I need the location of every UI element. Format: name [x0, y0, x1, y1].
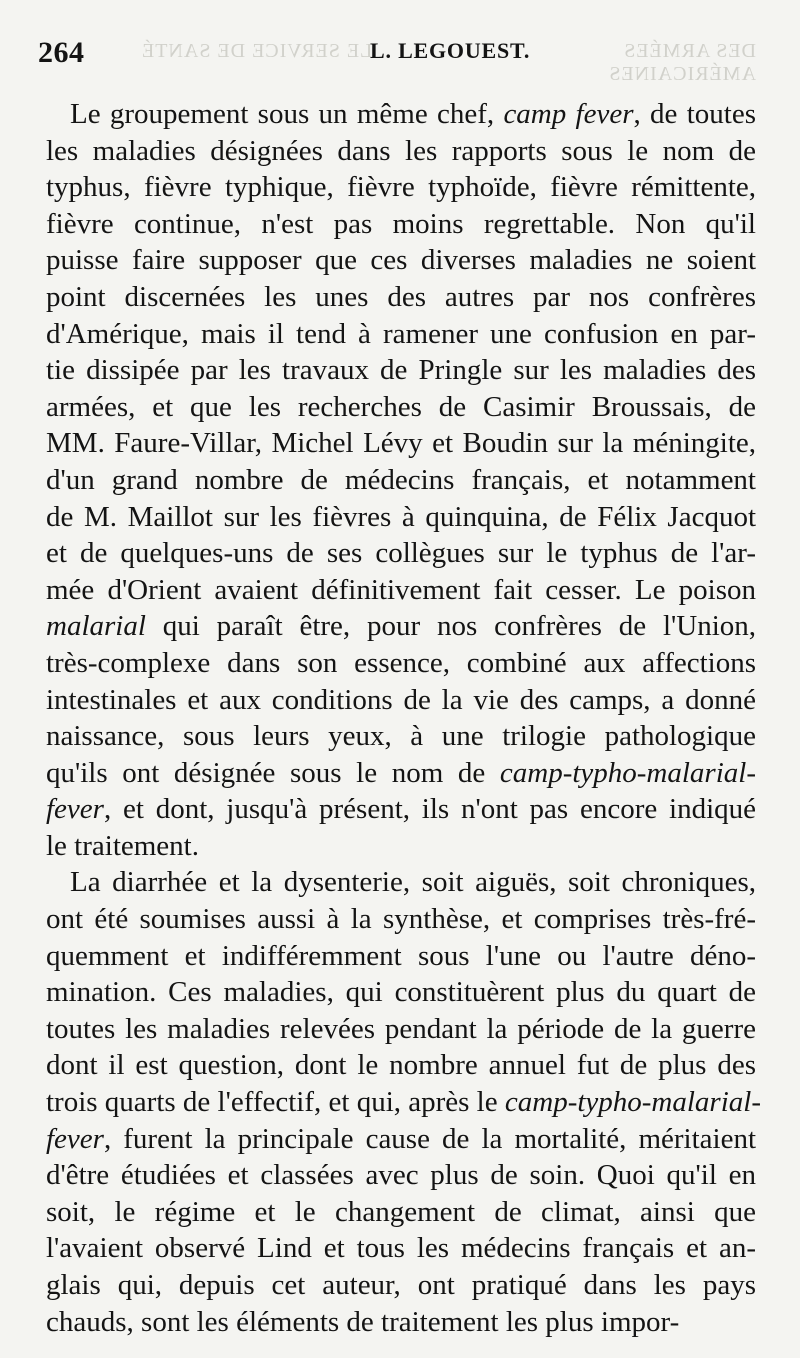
italic-term: fever [46, 1122, 104, 1155]
italic-term: malarial [46, 610, 146, 643]
text-line: chauds, sont les éléments de traitement les plus impor- [46, 1305, 680, 1338]
text-line: soit, le régime et le changement de climat, ainsi que [46, 1195, 756, 1228]
text-line: le traitement. [46, 829, 199, 862]
body-text [46, 96, 761, 1340]
paragraph [46, 96, 756, 864]
text-line: très-complexe dans son essence, combiné aux affections [46, 646, 756, 679]
page-number: 264 [38, 36, 85, 69]
text-line: Le groupement sous un même chef, camp fever, de toutes [70, 98, 756, 130]
text-line: glais qui, depuis cet auteur, ont pratiqué dans les pays [46, 1269, 756, 1301]
text-line: fièvre continue, n'est pas moins regrettable. Non qu'il [46, 207, 756, 240]
text-line: d'être étudiées et classées avec plus de soin. Quoi qu'il en [46, 1159, 756, 1192]
text-line: d'un grand nombre de médecins français, et notamment [46, 463, 756, 496]
italic-term: camp-typho-malarial- [499, 756, 756, 789]
text-line: La diarrhée et la dysenterie, soit aiguës, soit chroniques, [70, 866, 756, 899]
text-line: trois quarts de l'effectif, et qui, après le camp-typho-malarial- [46, 1086, 761, 1119]
text-line: armées, et que les recherches de Casimir Broussais, de [46, 390, 756, 423]
text-line: les maladies désignées dans les rapports sous le nom de [46, 134, 756, 167]
text-line: quemment et indifféremment sous l'une ou l'autre déno- [46, 939, 756, 972]
show-through-text-left: LE SERVICE DE SANTÉ [141, 40, 373, 62]
text-line: d'Amérique, mais il tend à ramener une confusion en par- [46, 317, 756, 350]
running-head [38, 30, 756, 85]
text-line: mination. Ces maladies, qui constituèrent plus du quart de [46, 976, 756, 1009]
text-line: mée d'Orient avaient définitivement fait cesser. Le poison [46, 573, 756, 606]
text-line: de M. Maillot sur les fièvres à quinquina, de Félix Jacquot [46, 500, 756, 533]
text-line: puisse faire supposer que ces diverses maladies ne soient [46, 244, 756, 277]
text-line: l'avaient observé Lind et tous les médecins français et an- [46, 1232, 756, 1265]
text-line: malarial qui paraît être, pour nos confrères de l'Union, [46, 610, 756, 643]
show-through-text-right: DES ARMÉES AMÉRICAINES [608, 40, 756, 85]
running-head-author: L. LEGOUEST. [370, 38, 531, 63]
text-line: qu'ils ont désignée sous le nom de camp-typho-malarial- [46, 756, 756, 789]
text-line: et de quelques-uns de ses collègues sur le typhus de l'ar- [46, 537, 756, 570]
text-line: ont été soumises aussi à la synthèse, et comprises très-fré- [46, 903, 756, 936]
text-line: point discernées les unes des autres par nos confrères [46, 280, 756, 313]
text-line: toutes les maladies relevées pendant la période de la guerre [46, 1012, 756, 1045]
text-line: tie dissipée par les travaux de Pringle sur les maladies des [46, 354, 756, 387]
text-line: fever, furent la principale cause de la mortalité, méritaient [46, 1122, 756, 1155]
italic-term: fever [46, 793, 104, 826]
text-line: typhus, fièvre typhique, fièvre typhoïde, fièvre rémittente, [46, 171, 756, 204]
text-line: naissance, sous leurs yeux, à une trilogie pathologique [46, 720, 756, 753]
text-line: fever, et dont, jusqu'à présent, ils n'ont pas encore indiqué [46, 793, 756, 826]
italic-term: camp fever [503, 98, 634, 130]
italic-term: camp-typho-malarial- [504, 1086, 761, 1119]
paragraph [46, 864, 761, 1340]
text-line: MM. Faure-Villar, Michel Lévy et Boudin sur la méningite, [46, 427, 756, 460]
text-line: intestinales et aux conditions de la vie des camps, a donné [46, 683, 756, 716]
text-line: dont il est question, dont le nombre annuel fut de plus des [46, 1049, 756, 1082]
